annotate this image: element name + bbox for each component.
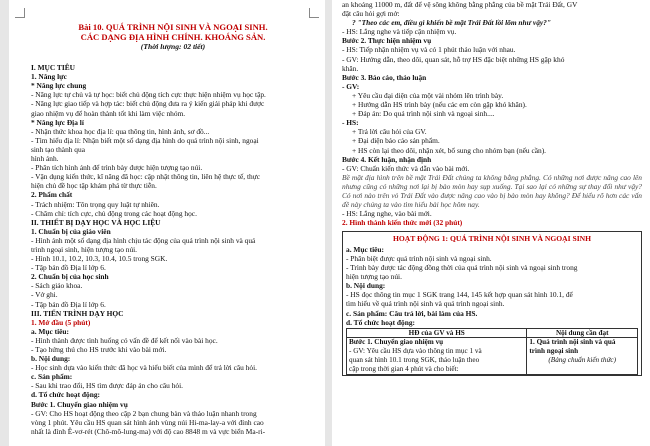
document-page-right <box>332 0 650 446</box>
left-page-line: nhất là đỉnh Ê-vơ-rét (Chô-mô-lung-ma) với độ cao 8848 m và vực biển Ma-ri- <box>31 426 266 436</box>
left-page-line: - Phân tích hình ảnh để trình bày được hiện tượng tạo núi. <box>31 163 203 173</box>
crop-mark-top-right <box>309 8 319 18</box>
left-page-line: - Vở ghi. <box>31 290 58 300</box>
table-header-activities: HĐ của GV và HS <box>347 328 527 338</box>
right-page-line: - HS: <box>342 118 359 128</box>
lesson-title-line-1: Bài 10. QUÁ TRÌNH NỘI SINH VÀ NGOẠI SINH. <box>78 22 268 32</box>
left-page-line: - Sách giáo khoa. <box>31 281 83 291</box>
table-content-line: trình ngoại sinh <box>529 347 579 356</box>
left-page-line: I. MỤC TIÊU <box>31 63 76 73</box>
right-page-line: - GV: Chuẩn kiến thức và dẫn vào bài mới. <box>342 163 470 173</box>
left-page-line: * Năng lực chung <box>31 81 87 91</box>
right-page-line: + Hướng dẫn HS trình bày (nếu các em còn gặp khó khăn). <box>352 100 527 110</box>
left-page-line: - Hình 10.1, 10.2, 10.3, 10.4, 10.5 trong SGK. <box>31 254 168 264</box>
left-page-line: - Trách nhiệm: Tôn trọng quy luật tự nhiên. <box>31 199 160 209</box>
left-page-line: - Năng lực tự chủ và tự học: biết chủ động tích cực thực hiện nhiệm vụ học tập. <box>31 90 266 100</box>
right-page-line: Bước 4. Kết luận, nhận định <box>342 154 432 164</box>
activity-line: - HS đọc thông tin mục 1 SGK trang 144, 145 kết hợp quan sát hình 10.1, để <box>346 290 573 300</box>
left-page-line: - GV: Cho HS hoạt động theo cặp 2 bạn chung bàn và thảo luận nhanh trong <box>31 408 257 418</box>
teacher-quote: Bề mặt địa hình trên bề mặt Trái Đất chúng ta không bằng phẳng. Có những nơi được nâng cao lên nhưng cũng có những nơi lại bị bào mòn hay sụp xuống. Tại sao lại có những sự thay đổi như vậy? Có nơi nào trên vỏ Trái Đất vào được nâng cao vào bị bào mòn hay không? Để hiểu rõ hơn các vấn đề này chúng ta vào tìm hiểu bài học hôm nay. <box>342 172 642 210</box>
activity-line: c. Sản phẩm: Câu trả lời, bài làm của HS. <box>346 308 478 318</box>
left-page-line: - Nhận thức khoa học địa lí: qua thông tin, hình ảnh, sơ đồ... <box>31 126 210 136</box>
activity-line: - Trình bày được tác động đồng thời của quá trình nội sinh và ngoại sinh trong <box>346 263 578 273</box>
right-page-line: - HS: Lắng nghe và tiếp cận nhiệm vụ. <box>342 27 457 37</box>
left-page-line: d. Tổ chức hoạt động: <box>31 390 100 400</box>
table-content-line: (Bảng chuẩn kiến thức) <box>548 356 616 365</box>
left-page-line: - Tạo hứng thú cho HS trước khi vào bài mới. <box>31 345 167 354</box>
left-page-line: sinh tạo thành qua <box>31 144 85 154</box>
activity-1-body <box>346 245 638 327</box>
activity-line: - Phân biệt được quá trình nội sinh và ngoại sinh. <box>346 253 492 263</box>
right-page-line: an khoảng 11000 m, đất để vệ sông không bằng phẳng của bề mặt Trái Đất, GV <box>342 0 578 9</box>
left-page-line: - Chăm chỉ: tích cực, chủ động trong các hoạt động học. <box>31 208 197 218</box>
crop-mark-top-left <box>15 8 25 18</box>
table-header-content: Nội dung cần đạt <box>527 328 638 338</box>
right-page-line: - GV: <box>342 81 360 91</box>
left-page-line: - Vận dụng kiến thức, kĩ năng đã học: cập nhật thông tin, liên hệ thực tế, thực <box>31 172 261 182</box>
left-page-line: - Sau khi trao đổi, HS tìm được đáp án cho câu hỏi. <box>31 381 184 391</box>
right-page-after-quote <box>342 209 642 227</box>
right-page-line: đặt câu hỏi gợi mở: <box>342 9 400 19</box>
left-page-line: - Năng lực giao tiếp và hợp tác: biết chủ động đưa ra ý kiến giải pháp khi được <box>31 99 265 109</box>
activity-1-title: HOẠT ĐỘNG 1: QUÁ TRÌNH NỘI SINH VÀ NGOẠI SINH <box>392 234 592 244</box>
right-page-line: + Đáp án: Do quá trình nội sinh và ngoại sinh.... <box>352 109 495 119</box>
activity-line: d. Tổ chức hoạt động: <box>346 317 415 327</box>
left-page-line: - Tập bản đồ Địa lí lớp 6. <box>31 299 106 309</box>
table-activities-line: - GV: Yêu cầu HS dựa vào thông tin mục 1 và <box>349 347 482 356</box>
right-page-line: + Đại diện báo cáo sản phẩm. <box>352 136 440 146</box>
left-page-line: Bước 1. Chuyển giao nhiệm vụ <box>31 399 128 409</box>
right-page-line: + Yêu cầu đại diện của một vài nhóm lên trình bày. <box>352 90 504 100</box>
left-page-line: - Học sinh dựa vào kiến thức đã học và hiểu biết của mình để trả lời câu hỏi. <box>31 363 257 373</box>
right-page-line: + HS còn lại theo dõi, nhận xét, bổ sung cho nhóm bạn (nếu cần). <box>352 145 547 155</box>
table-cell-content <box>527 338 638 374</box>
left-page-line: 1. Năng lực <box>31 72 67 82</box>
left-page-line: c. Sản phẩm: <box>31 372 73 382</box>
right-page-line: - HS: Tiếp nhận nhiệm vụ và có 1 phút thảo luận với nhau. <box>342 45 516 55</box>
table-activities-line: Bước 1. Chuyển giao nhiệm vụ <box>349 338 444 347</box>
activity-1-box <box>342 231 642 375</box>
table-content-line: 1. Quá trình nội sinh và quá <box>529 338 616 347</box>
left-page-line: II. THIẾT BỊ DẠY HỌC VÀ HỌC LIỆU <box>31 217 161 227</box>
left-page-line: a. Mục tiêu: <box>31 326 69 336</box>
right-page-body <box>342 0 642 173</box>
right-page-line: - GV: Hướng dẫn, theo dõi, quan sát, hỗ trợ HS đặc biệt những HS gặp khó <box>342 54 565 64</box>
left-page-line: trình ngoại sinh, hiện tượng tạo núi. <box>31 244 138 254</box>
left-page-line: 2. Phẩm chất <box>31 190 73 200</box>
left-page-line: 2. Chuẩn bị của học sinh <box>31 272 109 282</box>
activity-line: tìm hiểu về quá trình nội sinh và quá trình ngoại sinh. <box>346 299 505 309</box>
right-page-line: Bước 3. Báo cáo, thảo luận <box>342 72 427 82</box>
left-page-line: vòng 1 phút. Yêu cầu HS quan sát hình ảnh vùng núi Hi-ma-lay-a với đỉnh cao <box>31 417 264 427</box>
left-page-line: hiện chủ đề học tập khám phá từ thực tiễn. <box>31 181 157 191</box>
right-page-line: Bước 2. Thực hiện nhiệm vụ <box>342 36 432 46</box>
activity-line: a. Mục tiêu: <box>346 244 384 254</box>
right-page-line: 2. Hình thành kiến thức mới (32 phút) <box>342 218 463 228</box>
left-page-line: giao nhiệm vụ để hoàn thành tốt khi làm việc nhóm. <box>31 108 186 118</box>
document-page-left <box>9 0 325 446</box>
lesson-duration: (Thời lượng: 02 tiết) <box>140 42 206 51</box>
lesson-title-line-2: CÁC DẠNG ĐỊA HÌNH CHÍNH. KHOÁNG SẢN. <box>80 32 266 42</box>
left-page-line: * Năng lực Địa lí <box>31 117 84 127</box>
table-activities-line: quan sát hình 10.1 trong SGK, thảo luận theo <box>349 356 480 365</box>
table-cell-activities <box>347 338 527 374</box>
activity-line: b. Nội dung: <box>346 281 386 291</box>
right-page-line: ? "Theo các em, điều gì khiến bề mặt Trái Đất lồi lõm như vậy?" <box>352 18 551 28</box>
left-page-line: hình ảnh. <box>31 154 59 164</box>
left-page-body <box>31 63 315 436</box>
right-page-line: khăn. <box>342 63 359 73</box>
left-page-line: - Hình thành được tình huống có vấn đề để kết nối vào bài học. <box>31 335 218 345</box>
right-page-line: - HS: Lắng nghe, vào bài mới. <box>342 209 432 219</box>
table-activities-line: cặp trong thời gian 4 phút và cho biết: <box>349 364 459 373</box>
right-page-line: + Trả lời câu hỏi của GV. <box>352 127 427 137</box>
activity-line: hiện tượng tạo núi. <box>346 272 402 282</box>
left-page-line: - Tập bản đồ Địa lí lớp 6. <box>31 263 106 273</box>
left-page-line: - Tìm hiểu địa lí: Nhận biết một số dạng địa hình do quá trình nội sinh, ngoại <box>31 135 259 145</box>
left-page-line: III. TIẾN TRÌNH DẠY HỌC <box>31 308 124 318</box>
left-page-line: 1. Chuẩn bị của giáo viên <box>31 226 111 236</box>
left-page-line: b. Nội dung: <box>31 354 71 364</box>
left-page-line: - Hình ảnh một số dạng địa hình chịu tác động của quá trình nội sinh và quá <box>31 235 256 245</box>
activity-table <box>346 328 638 375</box>
left-page-line: 1. Mở đầu (5 phút) <box>31 317 91 327</box>
